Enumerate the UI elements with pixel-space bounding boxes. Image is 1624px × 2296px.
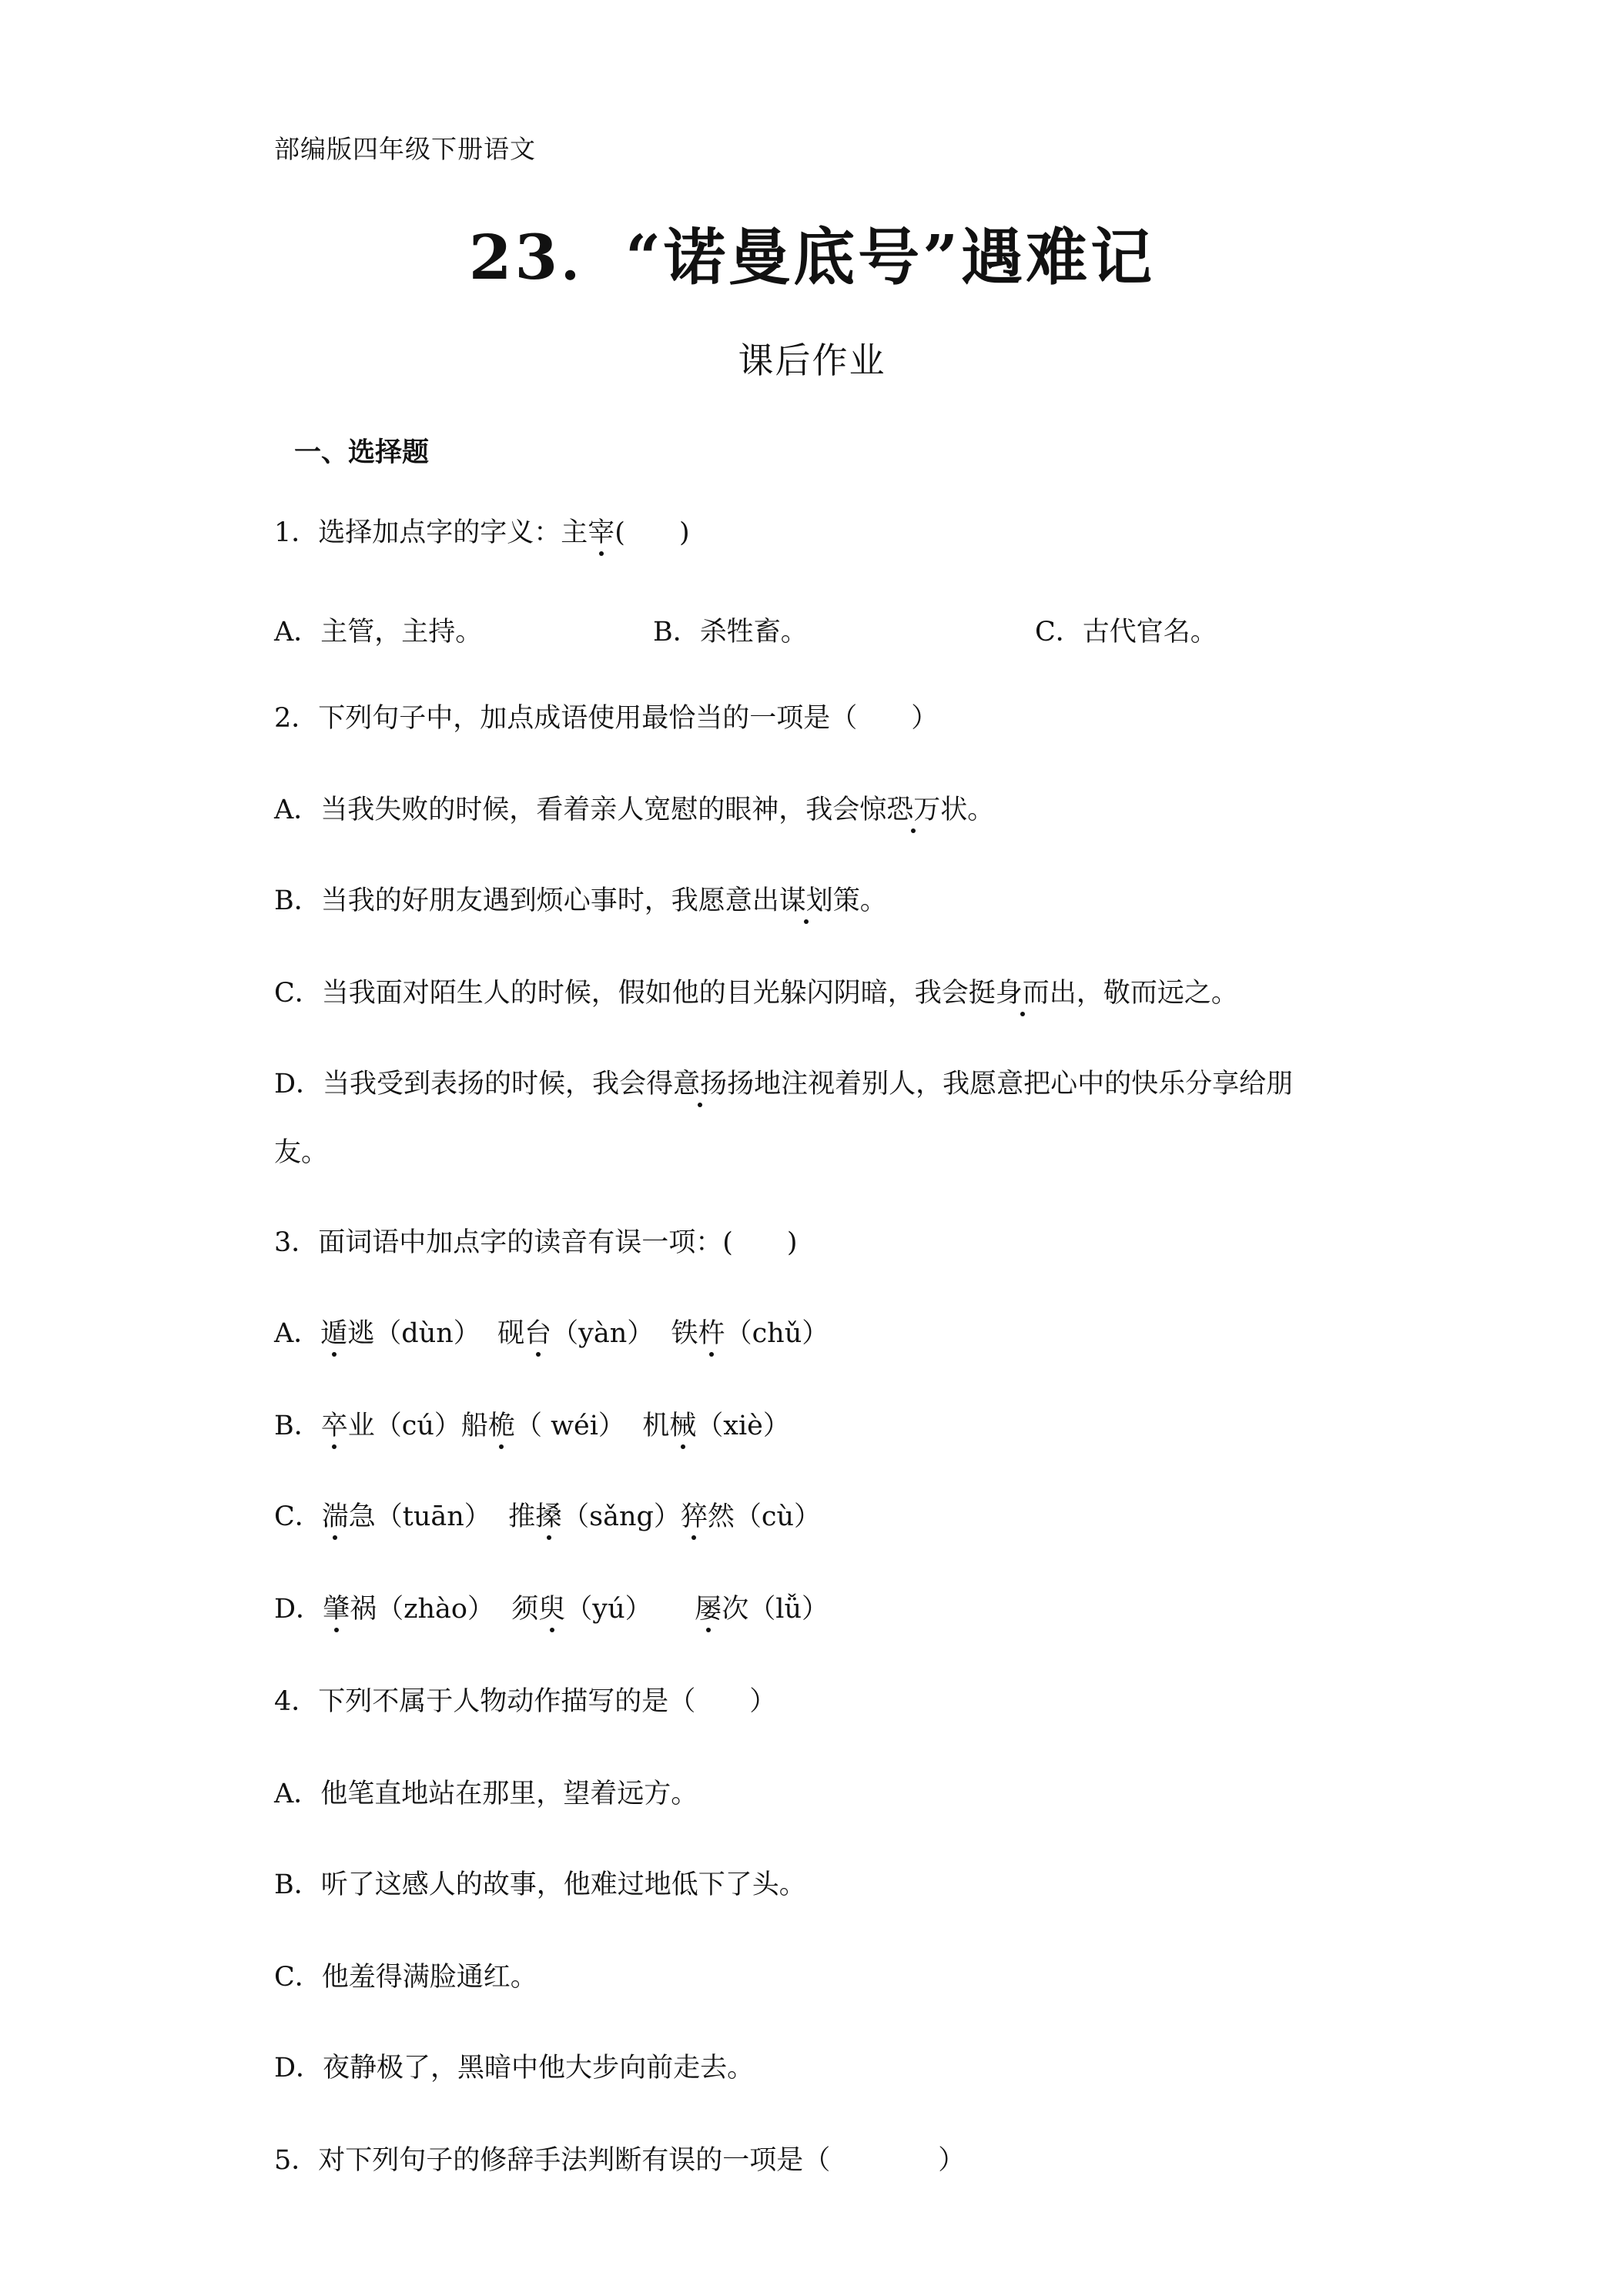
question-2-option-a: A．当我失败的时候，看着亲人宽慰的眼神，我会惊恐万状。 bbox=[274, 795, 995, 825]
dotted-char: 臾 bbox=[538, 1594, 566, 1625]
question-2-option-b: B．当我的好朋友遇到烦心事时，我愿意出谋划策。 bbox=[274, 885, 887, 916]
page-title: 23．“诺曼底号”遇难记 bbox=[468, 221, 1156, 293]
question-4-option-b: B．听了这感人的故事，他难过地低下了头。 bbox=[274, 1869, 806, 1900]
dotted-char: 卒 bbox=[320, 1411, 348, 1441]
question-3-stem: 3．面词语中加点字的读音有误一项：( ) bbox=[274, 1227, 798, 1258]
question-5-stem: 5．对下列句子的修辞手法判断有误的一项是（ ） bbox=[274, 2145, 966, 2176]
dotted-char: 湍 bbox=[321, 1501, 349, 1532]
question-4-stem: 4．下列不属于人物动作描写的是（ ） bbox=[274, 1686, 777, 1717]
dotted-char: 肇 bbox=[323, 1594, 350, 1625]
option-c: C．古代官名。 bbox=[1035, 617, 1217, 648]
dotted-idiom: 得意扬扬 bbox=[646, 1069, 755, 1099]
option-a: A．主管，主持。 bbox=[274, 617, 483, 648]
question-3-option-c: C．湍急（tuān） 推搡（sǎng）猝然（cù） bbox=[274, 1501, 822, 1532]
dotted-char: 猝 bbox=[680, 1501, 708, 1532]
question-2-stem: 2．下列句子中，加点成语使用最恰当的一项是（ ） bbox=[274, 703, 939, 734]
page-subtitle: 课后作业 bbox=[738, 340, 886, 381]
dotted-idiom: 惊恐万状 bbox=[859, 795, 968, 825]
section-heading: 一、选择题 bbox=[294, 437, 430, 468]
question-3-option-d: D．肇祸（zhào） 须臾（yú） 屡次（lǚ） bbox=[274, 1594, 829, 1625]
dotted-char: 械 bbox=[669, 1411, 697, 1441]
document-header: 部编版四年级下册语文 bbox=[274, 134, 536, 164]
dotted-char: 宰 bbox=[588, 517, 615, 548]
question-2-option-c: C．当我面对陌生人的时候，假如他的目光躲闪阴暗，我会挺身而出，敬而远之。 bbox=[274, 978, 1238, 1009]
dotted-char: 桅 bbox=[487, 1411, 515, 1441]
question-1-stem: 1．选择加点字的字义：主宰( ) bbox=[274, 517, 690, 548]
dotted-char: 搡 bbox=[535, 1501, 563, 1532]
question-3-option-b: B．卒业（cú）船桅（ wéi） 机械（xiè） bbox=[274, 1411, 790, 1441]
question-4-option-a: A．他笔直地站在那里，望着远方。 bbox=[274, 1779, 698, 1809]
dotted-char: 遁 bbox=[320, 1318, 348, 1349]
question-2-option-d: D．当我受到表扬的时候，我会得意扬扬地注视着别人，我愿意把心中的快乐分享给朋 bbox=[274, 1069, 1294, 1099]
dotted-char: 台 bbox=[524, 1318, 552, 1349]
dotted-idiom: 出谋划策 bbox=[752, 885, 860, 916]
question-2-option-d-continued: 友。 bbox=[274, 1137, 329, 1168]
question-4-option-d: D．夜静极了，黑暗中他大步向前走去。 bbox=[274, 2053, 755, 2083]
dotted-char: 屡 bbox=[695, 1594, 722, 1625]
question-4-option-c: C．他羞得满脸通红。 bbox=[274, 1962, 537, 1993]
dotted-idiom: 挺身而出 bbox=[968, 978, 1077, 1009]
question-3-option-a: A．遁逃（dùn） 砚台（yàn） 铁杵（chǔ） bbox=[274, 1318, 829, 1349]
option-b: B．杀牲畜。 bbox=[653, 617, 808, 648]
dotted-char: 杵 bbox=[698, 1318, 725, 1349]
